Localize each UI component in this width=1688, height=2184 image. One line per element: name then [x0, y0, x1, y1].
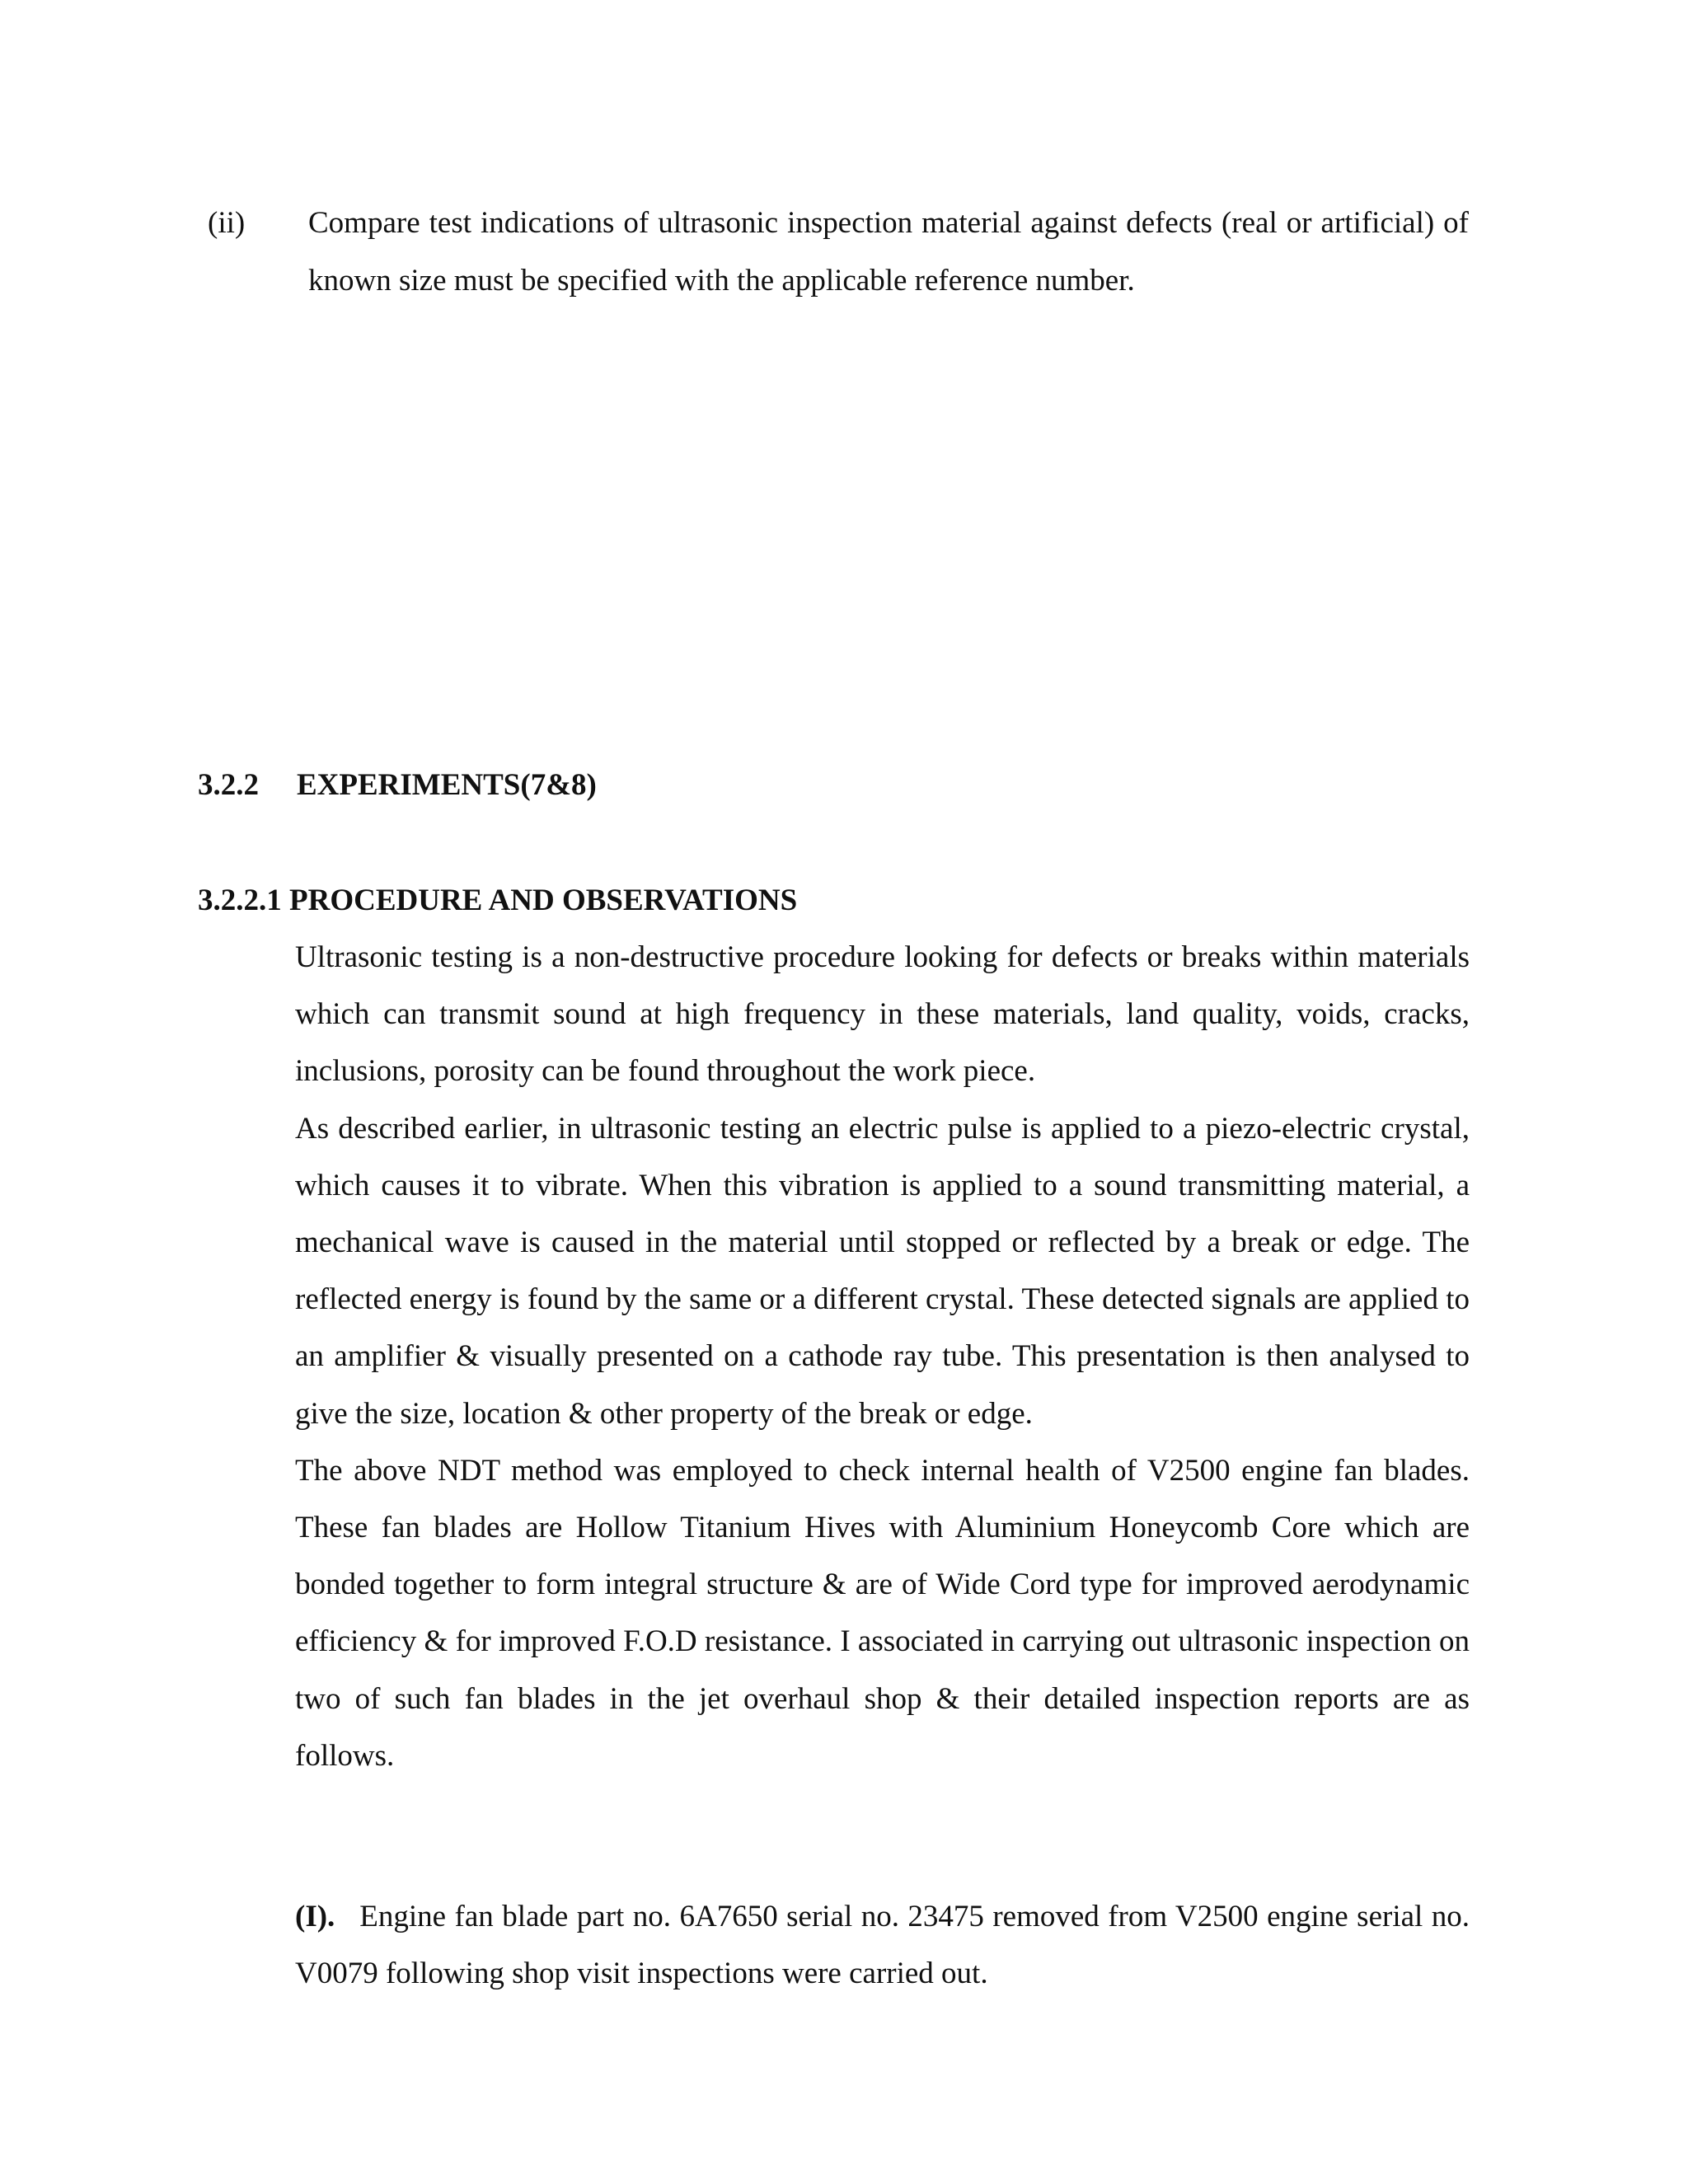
- body-text: [295, 929, 1470, 1784]
- observation-item: [295, 1888, 1470, 2002]
- section-number: 3.2.2: [198, 768, 259, 802]
- subsection-heading: 3.2.2.1 PROCEDURE AND OBSERVATIONS: [198, 883, 798, 917]
- observation-label: (I).: [295, 1900, 335, 1933]
- section-title: EXPERIMENTS(7&8): [297, 768, 597, 802]
- observation-paragraph: [295, 1888, 1470, 2002]
- paragraph: The above NDT method was employed to check internal health of V2500 engine fan blades. These fan blades are Hollow Titanium Hives with Aluminium Honeycomb Core which are bonded together to form integral structure & are of Wide Cord type for improved aerodynamic efficiency & for improved F.O.D resistance. I associated in carrying out ultrasonic inspection on two of such fan blades in the jet overhaul shop & their detailed inspection reports are as follows.: [295, 1453, 1470, 1773]
- paragraph: As described earlier, in ultrasonic testing an electric pulse is applied to a piezo-electric crystal, which causes it to vibrate. When this vibration is applied to a sound transmitting material, a mechanical wave is caused in the material until stopped or reflected by a break or edge. The reflected energy is found by the same or a different crystal. These detected signals are applied to an amplifier & visually presented on a cathode ray tube. This presentation is then analysed to give the size, location & other property of the break or edge.: [295, 1111, 1470, 1431]
- observation-text: Engine fan blade part no. 6A7650 serial no. 23475 removed from V2500 engine serial no. V0079 following shop visit inspections were carried out.: [295, 1900, 1470, 1990]
- list-item-number: (ii): [208, 206, 246, 240]
- paragraph: Ultrasonic testing is a non-destructive procedure looking for defects or breaks within materials which can transmit sound at high frequency in these materials, land quality, voids, cracks, inclusions, porosity can be found throughout the work piece.: [295, 940, 1470, 1089]
- list-item-text: Compare test indications of ultrasonic inspection material against defects (real or artificial) of known size must be specified with the applicable reference number.: [308, 206, 1469, 298]
- section-heading: [198, 757, 597, 814]
- list-item-ii: [208, 194, 1469, 310]
